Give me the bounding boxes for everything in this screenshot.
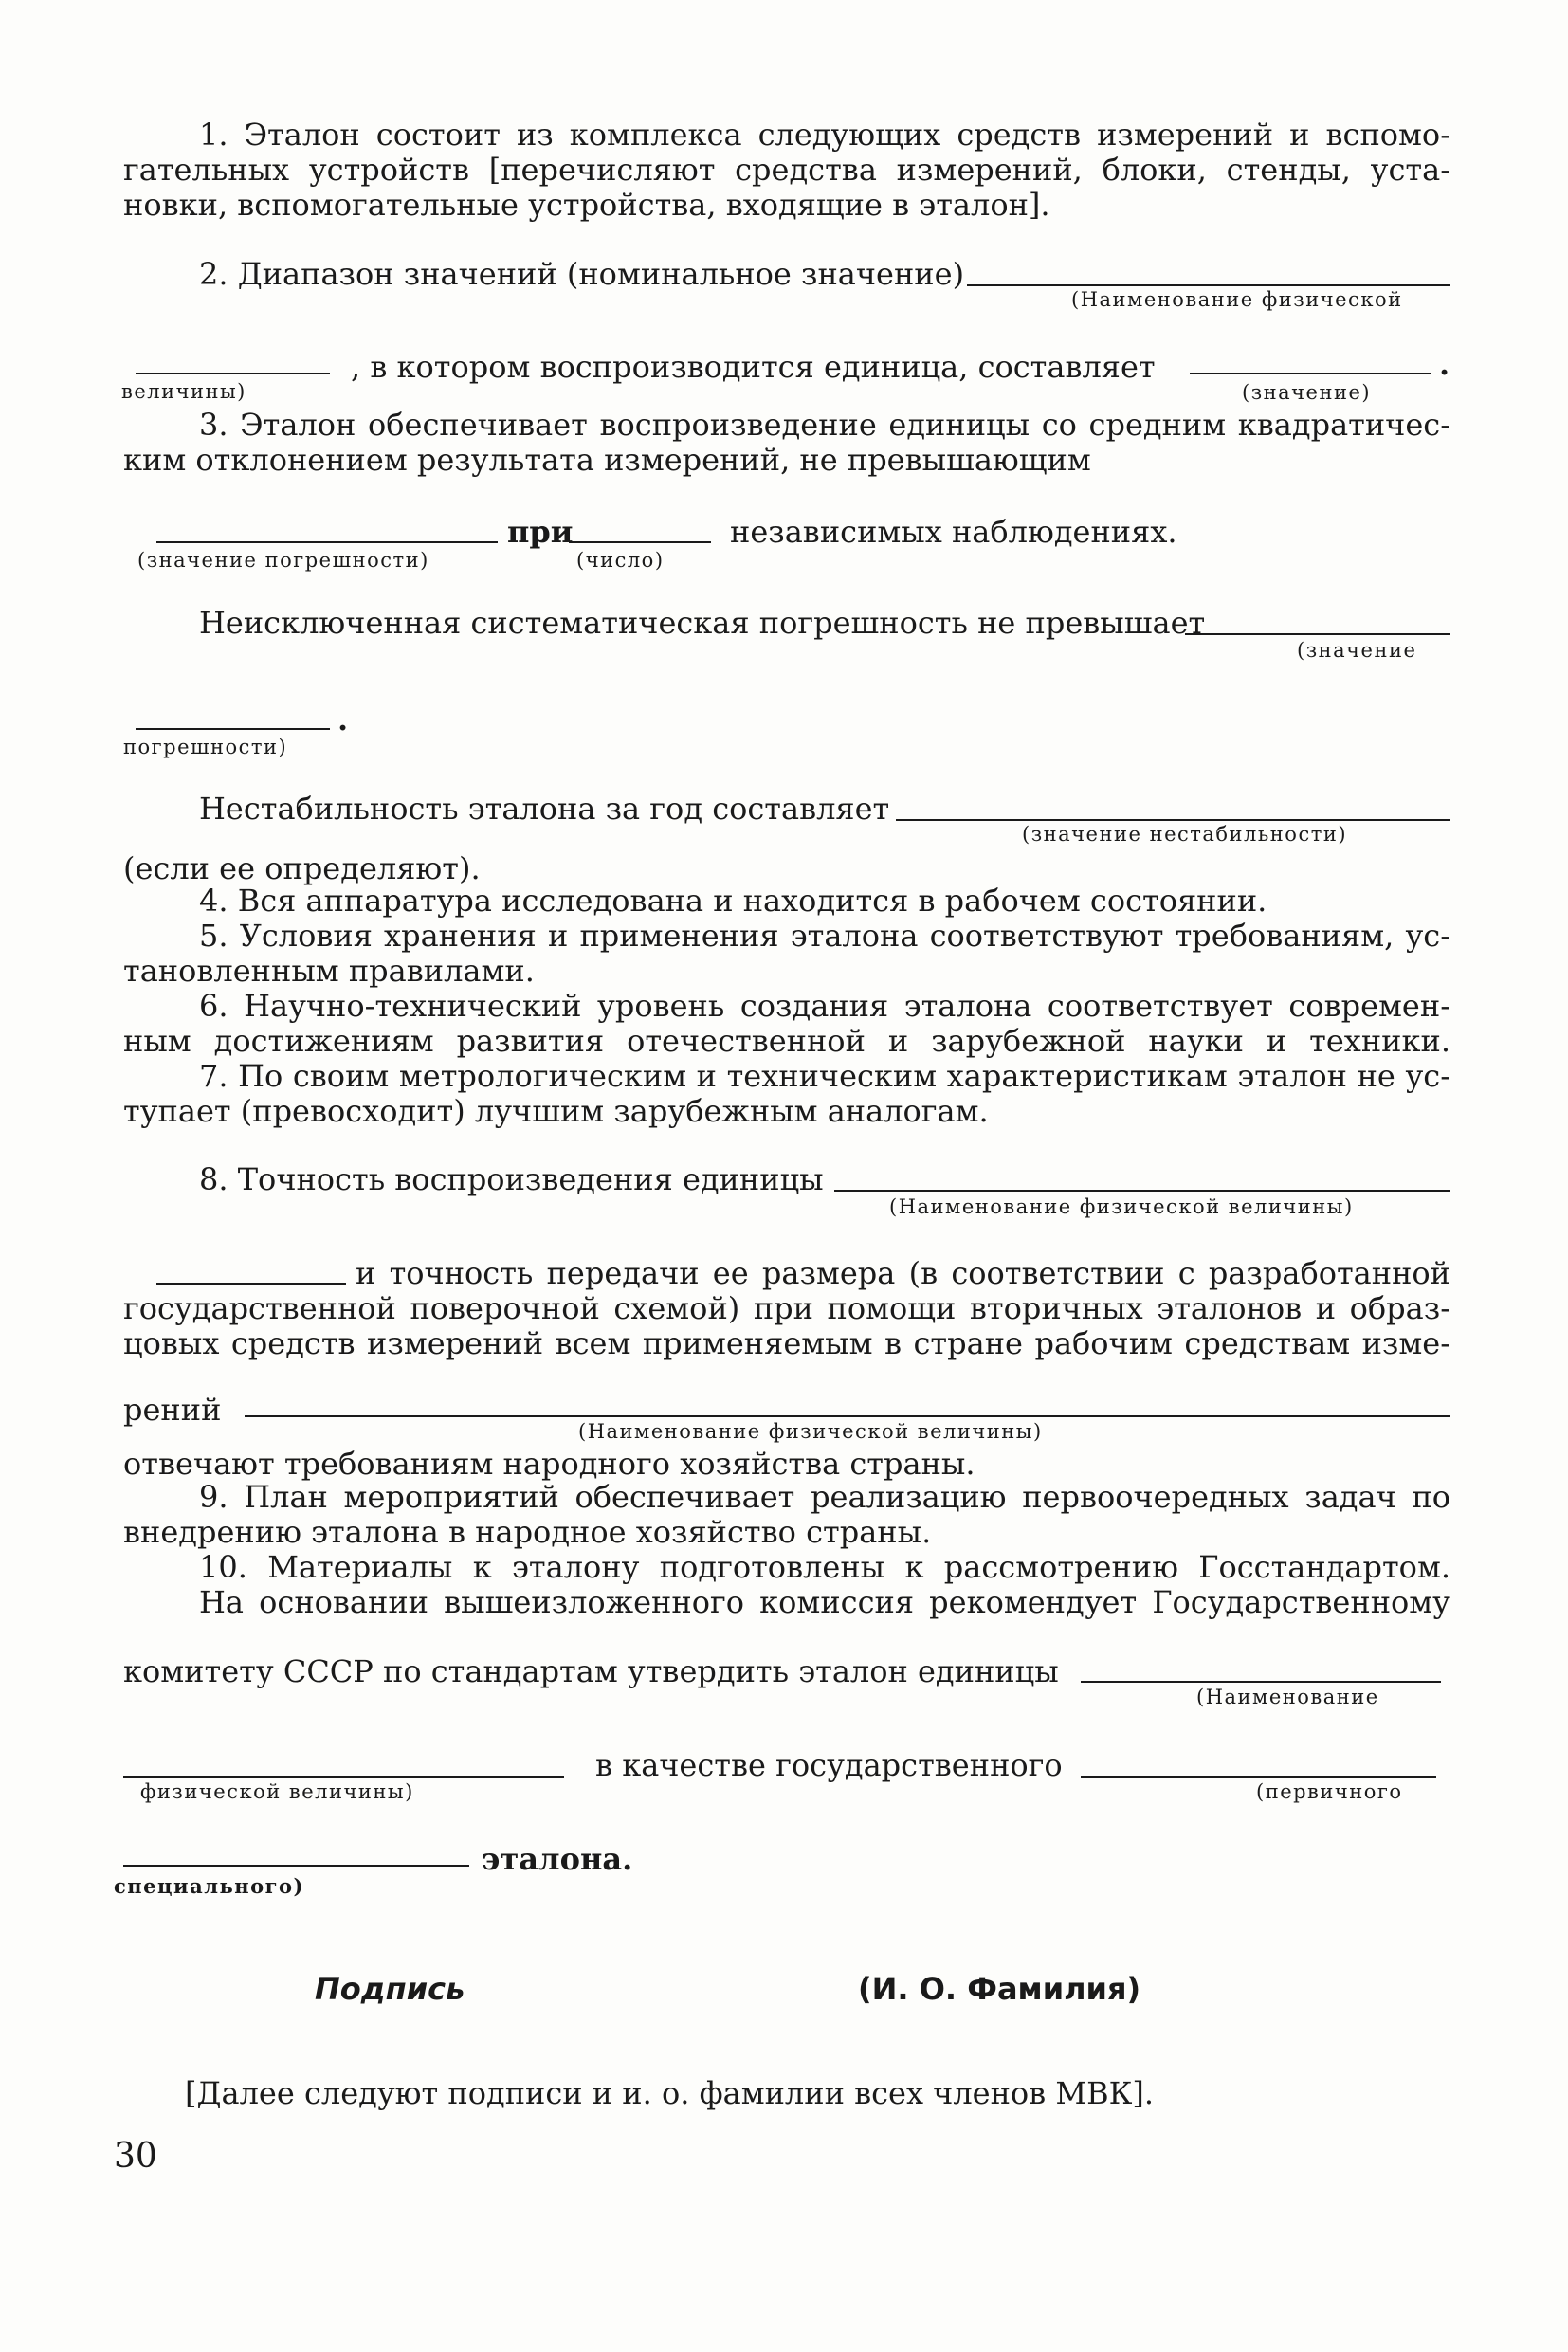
page-number: 30 xyxy=(114,2137,157,2176)
caption: (первичного xyxy=(1256,1780,1403,1803)
text-line: независимых наблюдениях. xyxy=(730,514,1177,550)
text-line: На основании вышеизложенного комиссия рекомендует Государственному xyxy=(199,1584,1450,1620)
standard-type-blank-2[interactable] xyxy=(123,1865,469,1867)
text-line: ким отклонением результата измерений, не превышающим xyxy=(123,442,1091,478)
quantity-name-blank[interactable] xyxy=(1081,1681,1441,1683)
signature-name: (И. О. Фамилия) xyxy=(858,1971,1141,2007)
caption: (значение нестабильности) xyxy=(1022,823,1348,846)
caption: (значение) xyxy=(1242,381,1372,404)
quantity-name-blank-2[interactable] xyxy=(123,1776,564,1778)
caption: (значение xyxy=(1297,639,1417,662)
text-line: Неисключенная систематическая погрешность не превышает xyxy=(199,605,1206,641)
instability-blank[interactable] xyxy=(896,819,1450,821)
text-line: ным достижениям развития отечественной и зарубежной науки и техники. xyxy=(123,1023,1450,1059)
error-value-blank-2[interactable] xyxy=(136,728,330,730)
value-blank[interactable] xyxy=(1190,373,1431,374)
text-line: , в котором воспроизводится единица, составляет xyxy=(351,349,1156,385)
text-line: в качестве государственного xyxy=(595,1747,1063,1783)
text-line: тупает (превосходит) лучшим зарубежным аналогам. xyxy=(123,1093,989,1129)
text-line: новки, вспомогательные устройства, входящие в эталон]. xyxy=(123,187,1050,223)
dot: . xyxy=(1439,346,1450,382)
caption: величины) xyxy=(121,380,246,403)
text-line: 6. Научно-технический уровень создания эталона соответствует современ- xyxy=(199,988,1450,1024)
caption: (Наименование физической xyxy=(1071,288,1403,311)
text-line: Нестабильность эталона за год составляет xyxy=(199,791,890,827)
text-line: внедрению эталона в народное хозяйство страны. xyxy=(123,1514,932,1550)
text-line: и точность передачи ее размера (в соответствии с разработанной xyxy=(356,1255,1450,1291)
text-line: комитету СССР по стандартам утвердить эталон единицы xyxy=(123,1653,1059,1689)
text-line: отвечают требованиям народного хозяйства страны. xyxy=(123,1446,975,1482)
text-line: 8. Точность воспроизведения единицы xyxy=(199,1161,824,1197)
text-line: тановленным правилами. xyxy=(123,953,535,989)
caption: (Наименование физической величины) xyxy=(889,1195,1354,1218)
error-value-blank[interactable] xyxy=(1185,633,1450,635)
caption: физической величины) xyxy=(140,1780,414,1803)
text-line: цовых средств измерений всем применяемым в стране рабочим средствам изме- xyxy=(123,1325,1450,1361)
text-line: рений xyxy=(123,1392,222,1428)
caption: (значение погрешности) xyxy=(137,549,429,572)
count-blank[interactable] xyxy=(569,541,711,543)
text-line: 4. Вся аппаратура исследована и находится в рабочем состоянии. xyxy=(199,883,1267,919)
caption: (Наименование физической величины) xyxy=(578,1420,1043,1443)
standard-type-blank[interactable] xyxy=(1081,1776,1436,1778)
text-line: (если ее определяют). xyxy=(123,850,481,886)
caption: (число) xyxy=(576,549,665,572)
text-line: при xyxy=(507,514,574,550)
caption: специального) xyxy=(114,1874,304,1898)
text-line: гательных устройств [перечисляют средства измерений, блоки, стенды, уста- xyxy=(123,152,1450,188)
text-line: 10. Материалы к эталону подготовлены к рассмотрению Госстандартом. xyxy=(199,1549,1450,1585)
text-line: 9. План мероприятий обеспечивает реализацию первоочередных задач по xyxy=(199,1479,1450,1515)
text-line: государственной поверочной схемой) при помощи вторичных эталонов и образ- xyxy=(123,1290,1450,1326)
dot: . xyxy=(337,702,349,738)
caption: (Наименование xyxy=(1196,1686,1379,1708)
text-line: 5. Условия хранения и применения эталона соответствуют требованиям, ус- xyxy=(199,918,1450,954)
error-blank[interactable] xyxy=(156,541,498,543)
quantity-blank-4[interactable] xyxy=(156,1283,346,1285)
text-line: 1. Эталон состоит из комплекса следующих средств измерений и вспомо- xyxy=(199,117,1450,153)
quantity-blank[interactable] xyxy=(967,284,1450,286)
text-line: эталона. xyxy=(482,1841,633,1877)
signature-label: Подпись xyxy=(315,1971,465,2007)
quantity-blank-2[interactable] xyxy=(136,373,330,374)
range-label: 2. Диапазон значений (номинальное значение) xyxy=(199,256,965,292)
quantity-blank-3[interactable] xyxy=(834,1190,1450,1192)
quantity-blank-5[interactable] xyxy=(245,1415,1450,1417)
text-line: 7. По своим метрологическим и техническим характеристикам эталон не ус- xyxy=(199,1058,1450,1094)
text-line: 3. Эталон обеспечивает воспроизведение единицы со средним квадратичес- xyxy=(199,407,1450,443)
footer-note: [Далее следуют подписи и и. о. фамилии всех членов МВК]. xyxy=(185,2075,1155,2111)
caption: погрешности) xyxy=(123,736,288,758)
